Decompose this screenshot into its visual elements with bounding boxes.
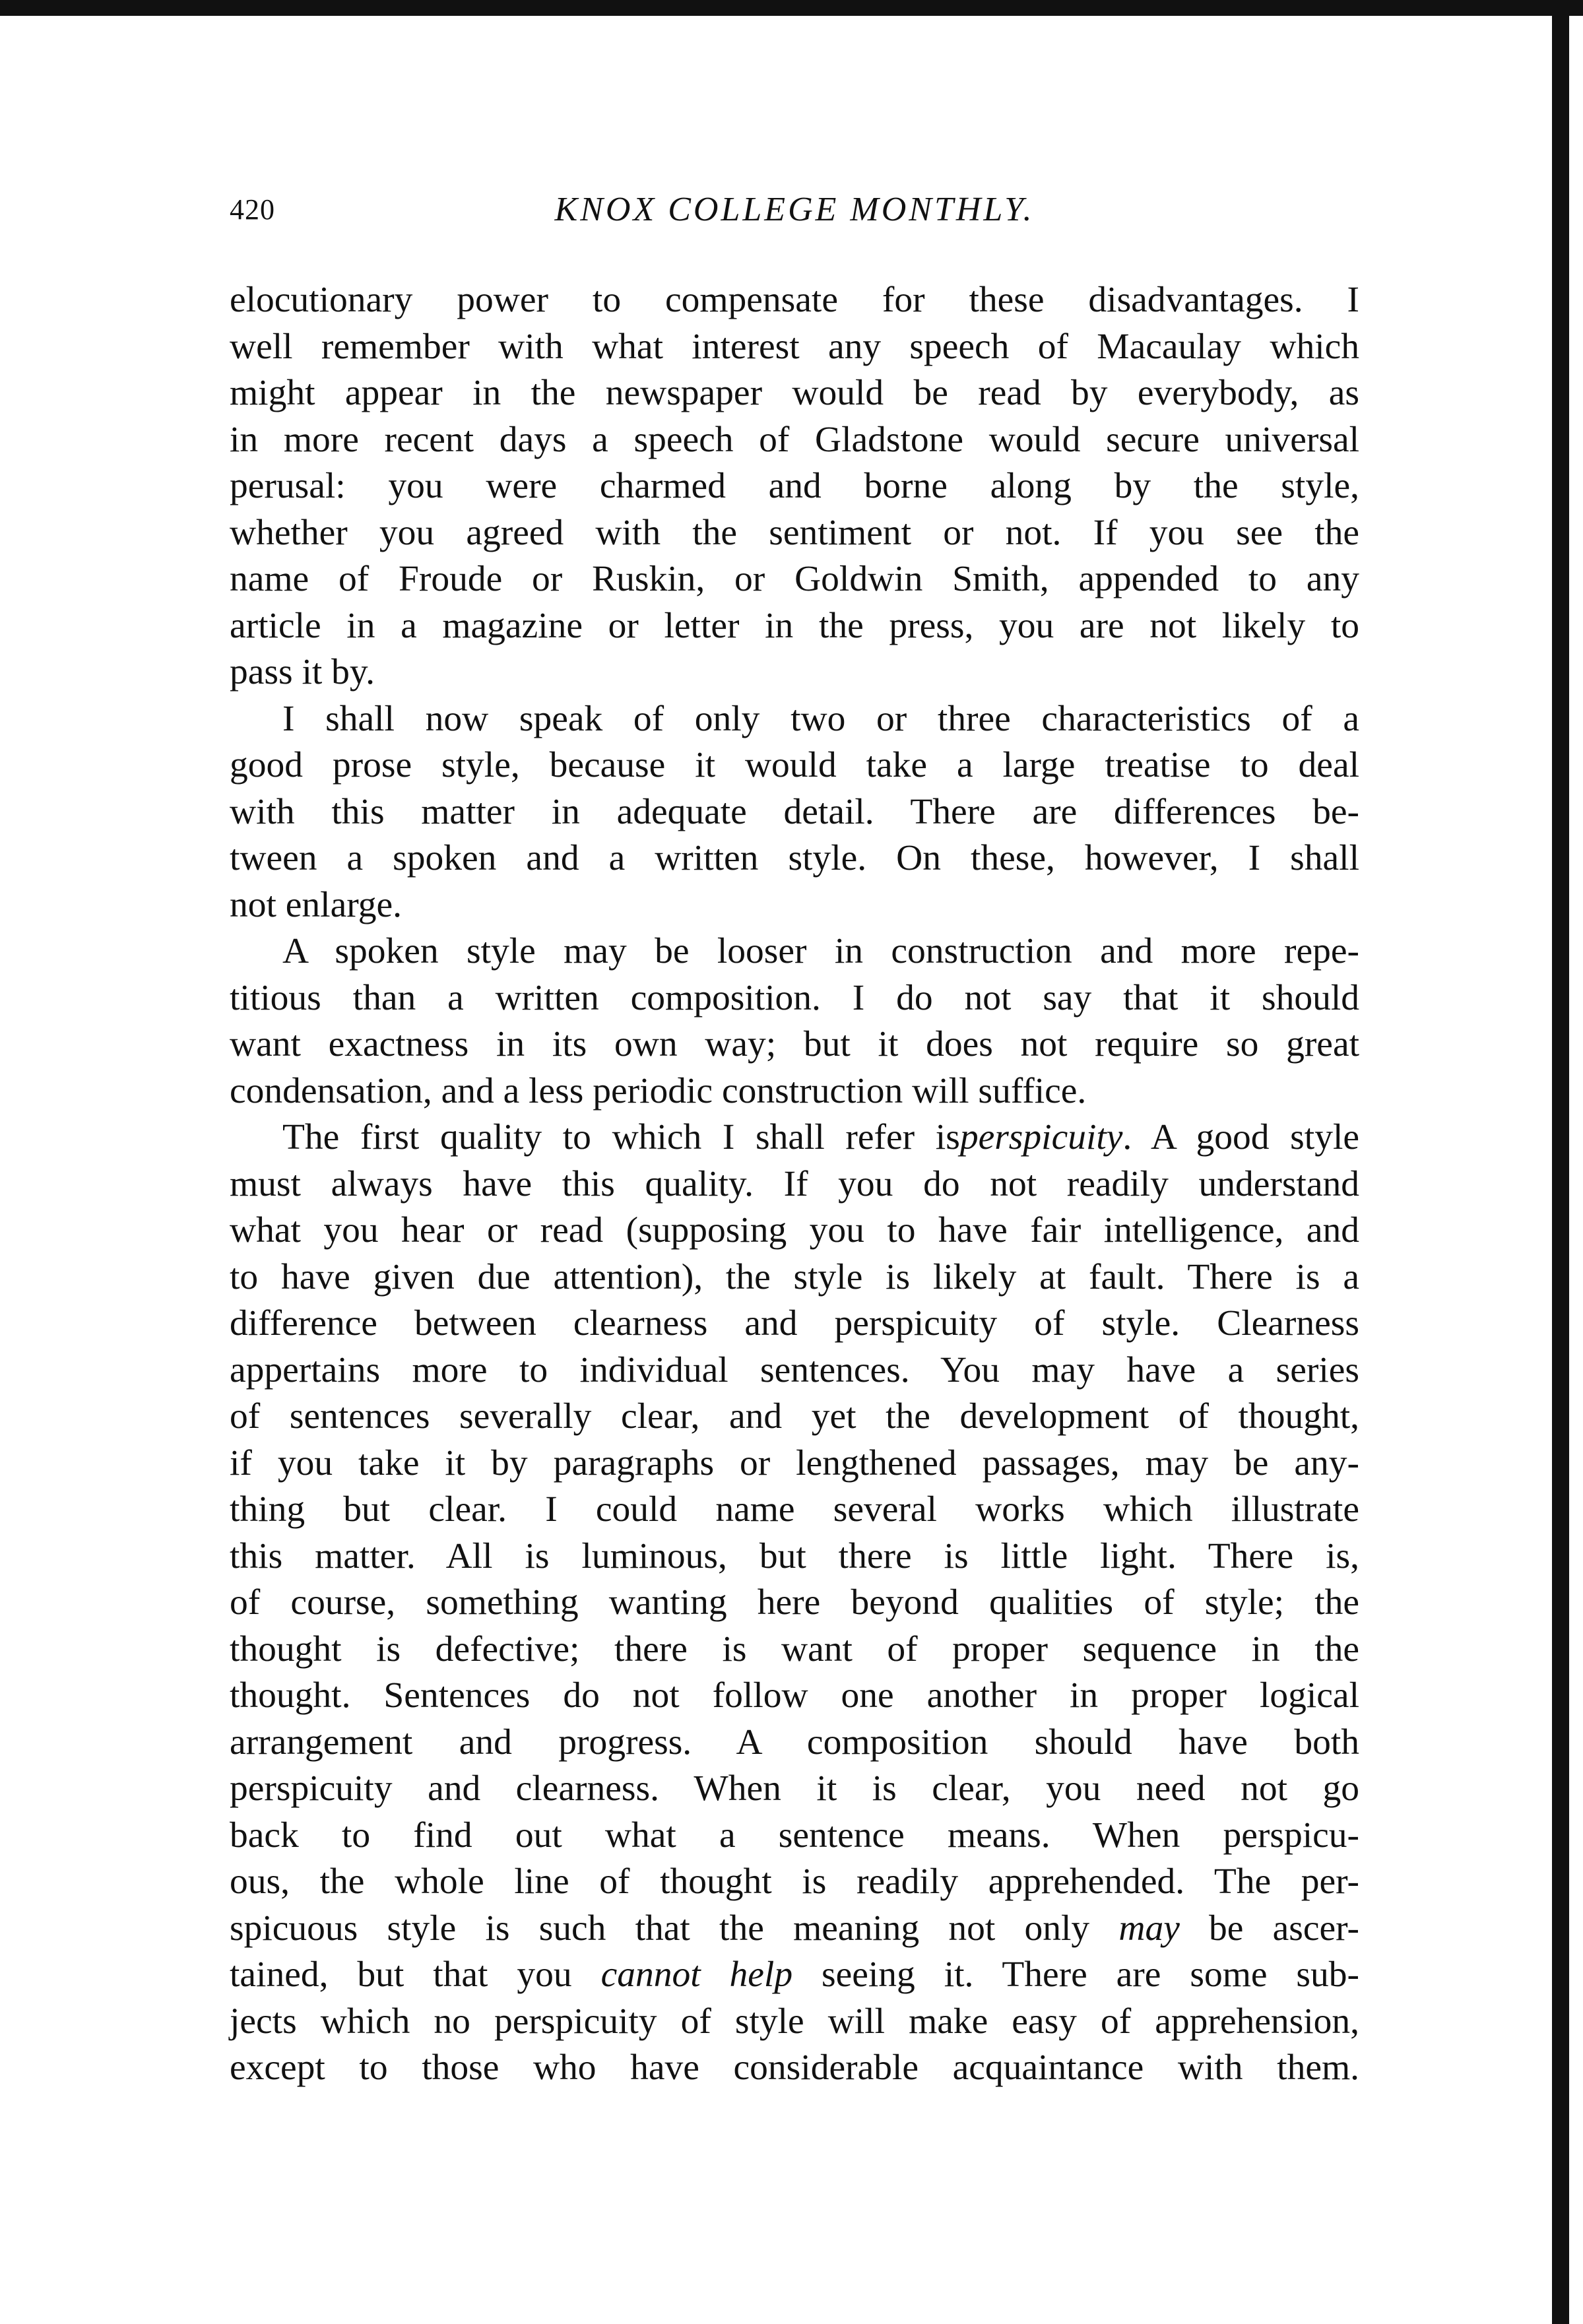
paragraph-start-line <box>230 1114 1359 1161</box>
text-line <box>230 1906 1359 1953</box>
italic-term: perspicuity <box>959 1117 1123 1157</box>
text-line: condensation, and a less periodic construction will suffice. <box>230 1070 1087 1111</box>
running-title: KNOX COLLEGE MONTHLY. <box>554 191 1035 228</box>
top-border-rule <box>0 0 1583 16</box>
text-line: perspicuity and clearness. When it is clear, you need not go <box>230 1768 1359 1809</box>
text-run: The first quality to which I shall refer is <box>282 1117 960 1157</box>
text-run: spicuous style is such that the meaning not only <box>230 1908 1090 1949</box>
page-number: 420 <box>230 193 275 226</box>
text-line: pass it by. <box>230 652 375 692</box>
text-line: not enlarge. <box>230 884 402 925</box>
text-line: of course, something wanting here beyond qualities of style; the <box>230 1582 1359 1623</box>
italic-term: may <box>1118 1908 1180 1949</box>
text-line: must always have this quality. If you do not readily understand <box>230 1163 1359 1204</box>
text-line: back to find out what a sentence means. When perspicu- <box>230 1815 1359 1856</box>
text-line: might appear in the newspaper would be read by everybody, as <box>230 373 1359 413</box>
text-line: ous, the whole line of thought is readily apprehended. The per- <box>230 1861 1359 1902</box>
text-line: thought is defective; there is want of proper sequence in the <box>230 1629 1359 1669</box>
text-line: article in a magazine or letter in the press, you are not likely to <box>230 605 1359 646</box>
right-border-rule <box>1552 0 1569 2324</box>
text-line: tween a spoken and a written style. On these, however, I shall <box>230 838 1359 878</box>
text-line: arrangement and progress. A composition should have both <box>230 1722 1359 1762</box>
paragraph-start-line: A spoken style may be looser in construction and more repe- <box>282 931 1359 971</box>
text-line <box>230 1952 1359 1999</box>
text-run: be ascer- <box>1209 1908 1359 1949</box>
text-line: appertains more to individual sentences. You may have a series <box>230 1349 1359 1390</box>
text-line: elocutionary power to compensate for these disadvantages. I <box>230 280 1359 320</box>
text-line: what you hear or read (supposing you to have fair intelligence, and <box>230 1210 1359 1250</box>
text-line: this matter. All is luminous, but there is little light. There is, <box>230 1535 1359 1576</box>
text-line: in more recent days a speech of Gladstone would secure universal <box>230 419 1359 460</box>
text-line: jects which no perspicuity of style will make easy of apprehension, <box>230 2001 1359 2042</box>
text-line: want exactness in its own way; but it does not require so great <box>230 1024 1359 1064</box>
page-header <box>230 193 1359 245</box>
text-line: to have given due attention), the style is likely at fault. There is a <box>230 1256 1359 1297</box>
text-line: except to those who have considerable acquaintance with them. <box>230 2048 1359 2088</box>
text-run: tained, but that you <box>230 1954 572 1995</box>
text-line: well remember with what interest any speech of Macaulay which <box>230 326 1359 367</box>
italic-term: cannot help <box>600 1954 793 1995</box>
body-text <box>230 277 1359 2092</box>
text-line: good prose style, because it would take a large treatise to deal <box>230 745 1359 785</box>
text-line: thing but clear. I could name several works which illustrate <box>230 1489 1359 1530</box>
text-line: name of Froude or Ruskin, or Goldwin Smith, appended to any <box>230 559 1359 599</box>
paragraph-start-line: I shall now speak of only two or three characteristics of a <box>282 698 1359 739</box>
text-line: difference between clearness and perspicuity of style. Clearness <box>230 1303 1359 1343</box>
text-run: . A good style <box>1122 1117 1360 1157</box>
text-run: seeing it. There are some sub- <box>822 1954 1359 1995</box>
text-line: perusal: you were charmed and borne along by the style, <box>230 466 1359 506</box>
text-line: of sentences severally clear, and yet the development of thought, <box>230 1396 1359 1436</box>
text-line: with this matter in adequate detail. There are differences be- <box>230 791 1359 832</box>
text-line: thought. Sentences do not follow one another in proper logical <box>230 1675 1359 1716</box>
text-line: if you take it by paragraphs or lengthened passages, may be any- <box>230 1442 1359 1483</box>
text-line: titious than a written composition. I do not say that it should <box>230 977 1359 1018</box>
text-line: whether you agreed with the sentiment or not. If you see the <box>230 512 1359 553</box>
